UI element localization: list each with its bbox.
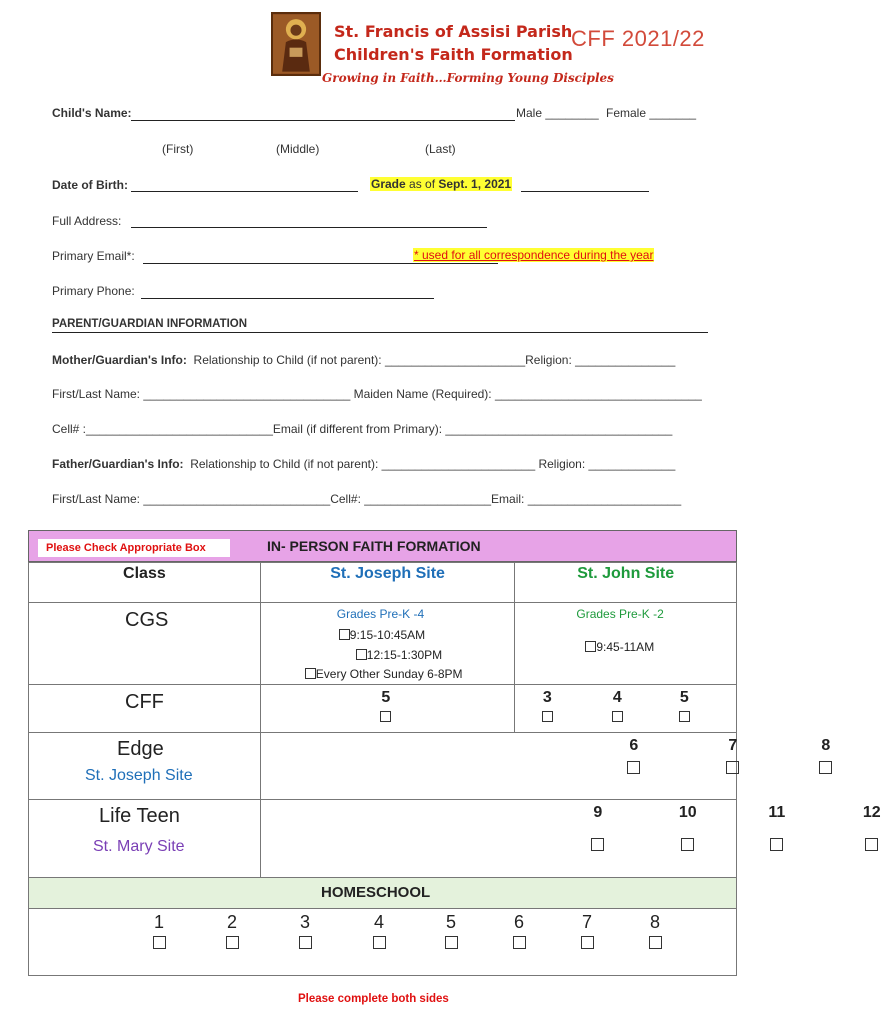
homeschool-grades-cell bbox=[28, 908, 737, 976]
grade-number: 5 bbox=[445, 912, 456, 932]
grade-option bbox=[622, 737, 646, 779]
grade-field[interactable] bbox=[521, 191, 649, 192]
address-label: Full Address: bbox=[52, 214, 122, 228]
lifeteen-label-cell bbox=[29, 800, 261, 878]
dob-field[interactable] bbox=[131, 191, 358, 192]
mother-relationship-field[interactable]: Relationship to Child (if not parent): _____________________Religion: _______________ bbox=[193, 353, 676, 367]
john-col-header: St. John Site bbox=[515, 563, 737, 603]
checkbox[interactable] bbox=[865, 838, 878, 851]
grade-option bbox=[721, 737, 745, 779]
time-label: Every Other Sunday 6-8PM bbox=[315, 667, 463, 681]
checkbox[interactable] bbox=[649, 936, 662, 949]
class-col-header: Class bbox=[29, 563, 261, 603]
cgs-john-grades: Grades Pre-K -2 bbox=[576, 607, 664, 621]
homeschool-title: HOMESCHOOL bbox=[321, 884, 431, 901]
check-note: Please Check Appropriate Box bbox=[38, 539, 230, 557]
checkbox[interactable] bbox=[356, 649, 367, 660]
edge-grades-cell bbox=[260, 733, 831, 800]
checkbox[interactable] bbox=[726, 761, 739, 774]
grade-option bbox=[575, 912, 599, 954]
mother-name-field[interactable]: First/Last Name: _______________________________ Maiden Name (Required): _______________________________ bbox=[52, 387, 702, 401]
checkbox[interactable] bbox=[681, 838, 694, 851]
tagline: Growing in Faith…Forming Young Disciples bbox=[322, 71, 614, 85]
cgs-joseph-time-2 bbox=[356, 648, 442, 662]
checkbox[interactable] bbox=[819, 761, 832, 774]
grade-number: 4 bbox=[612, 689, 622, 706]
time-label: 9:15-10:45AM bbox=[349, 628, 426, 642]
grade-number: 3 bbox=[299, 912, 310, 932]
parish-logo bbox=[271, 12, 321, 76]
cgs-label: CGS bbox=[29, 603, 261, 685]
grade-number: 9 bbox=[593, 804, 603, 821]
grade-option bbox=[857, 804, 887, 856]
grade-label bbox=[370, 177, 512, 191]
edge-site: St. Joseph Site bbox=[85, 767, 193, 784]
footer-note: Please complete both sides bbox=[298, 993, 449, 1005]
joseph-col-header: St. Joseph Site bbox=[260, 563, 515, 603]
grade-option bbox=[147, 912, 171, 954]
mother-cell-field[interactable]: Cell# :____________________________Email (if different from Primary): __________________________________ bbox=[52, 422, 673, 436]
mother-label: Mother/Guardian's Info: bbox=[52, 353, 187, 367]
program-year-title: CFF 2021/22 bbox=[571, 26, 705, 51]
edge-label: Edge bbox=[117, 738, 164, 760]
cgs-joseph-time-3 bbox=[305, 667, 463, 681]
grade-number: 1 bbox=[153, 912, 164, 932]
cff-joseph-cell bbox=[260, 685, 515, 733]
checkbox[interactable] bbox=[380, 711, 391, 722]
lifeteen-label: Life Teen bbox=[99, 805, 180, 827]
checkbox[interactable] bbox=[591, 838, 604, 851]
grade-option bbox=[220, 912, 244, 954]
grade-option bbox=[673, 804, 703, 856]
parish-line-2: Children's Faith Formation bbox=[334, 45, 573, 64]
child-name-field[interactable] bbox=[131, 120, 515, 121]
grade-number: 6 bbox=[513, 912, 524, 932]
grade-option bbox=[439, 912, 463, 954]
cff-label: CFF bbox=[29, 685, 261, 733]
grade-option bbox=[586, 804, 610, 856]
grade-number: 4 bbox=[373, 912, 384, 932]
female-field[interactable]: Female _______ bbox=[606, 106, 697, 120]
checkbox[interactable] bbox=[339, 629, 350, 640]
table-title: IN- PERSON FAITH FORMATION bbox=[267, 538, 481, 554]
email-label: Primary Email*: bbox=[52, 249, 135, 263]
cgs-john-cell bbox=[515, 603, 737, 685]
parish-line-1: St. Francis of Assisi Parish bbox=[334, 22, 573, 41]
grade-option bbox=[762, 804, 792, 856]
checkbox[interactable] bbox=[585, 641, 596, 652]
grade-option bbox=[672, 689, 696, 726]
checkbox[interactable] bbox=[305, 668, 316, 679]
cff-john-cell bbox=[515, 685, 737, 733]
parent-section-title: PARENT/GUARDIAN INFORMATION bbox=[52, 318, 248, 330]
time-label: 9:45-11AM bbox=[596, 640, 655, 654]
grade-option bbox=[507, 912, 531, 954]
male-field[interactable]: Male ________ bbox=[516, 106, 599, 120]
grade-option bbox=[367, 912, 391, 954]
checkbox[interactable] bbox=[299, 936, 312, 949]
grade-number: 3 bbox=[542, 689, 552, 706]
child-name-label: Child's Name: bbox=[52, 106, 132, 120]
middle-caption: (Middle) bbox=[276, 142, 320, 156]
cgs-joseph-cell bbox=[260, 603, 515, 685]
edge-label-cell bbox=[29, 733, 261, 800]
checkbox[interactable] bbox=[513, 936, 526, 949]
grade-option bbox=[374, 689, 398, 726]
checkbox[interactable] bbox=[153, 936, 166, 949]
first-caption: (First) bbox=[162, 142, 194, 156]
grade-number: 11 bbox=[768, 804, 786, 821]
grade-word: Grade bbox=[371, 177, 406, 191]
cgs-joseph-grades: Grades Pre-K -4 bbox=[336, 607, 425, 621]
lifeteen-site: St. Mary Site bbox=[93, 838, 185, 855]
checkbox[interactable] bbox=[581, 936, 594, 949]
checkbox[interactable] bbox=[542, 711, 553, 722]
checkbox[interactable] bbox=[445, 936, 458, 949]
grade-as-of: as of bbox=[405, 177, 439, 191]
phone-field[interactable] bbox=[141, 298, 434, 299]
phone-label: Primary Phone: bbox=[52, 284, 135, 298]
grade-option bbox=[605, 689, 629, 726]
grade-number: 8 bbox=[649, 912, 660, 932]
checkbox[interactable] bbox=[770, 838, 783, 851]
parent-section-rule bbox=[52, 332, 708, 333]
grade-number: 12 bbox=[862, 804, 881, 821]
cgs-joseph-time-1 bbox=[339, 628, 425, 642]
checkbox[interactable] bbox=[612, 711, 623, 722]
grade-number: 7 bbox=[728, 737, 738, 754]
email-note: * used for all correspondence during the year bbox=[414, 248, 654, 262]
grade-number: 5 bbox=[381, 689, 391, 706]
dob-label: Date of Birth: bbox=[52, 178, 128, 192]
checkbox[interactable] bbox=[679, 711, 690, 722]
grade-number: 8 bbox=[821, 737, 831, 754]
grade-number: 6 bbox=[629, 737, 639, 754]
grade-option bbox=[535, 689, 559, 726]
checkbox[interactable] bbox=[226, 936, 239, 949]
grade-number: 2 bbox=[226, 912, 237, 932]
email-field[interactable] bbox=[143, 263, 498, 264]
last-caption: (Last) bbox=[425, 142, 456, 156]
checkbox[interactable] bbox=[373, 936, 386, 949]
father-relationship-field[interactable]: Relationship to Child (if not parent): _______________________ Religion: _____________ bbox=[190, 457, 676, 471]
checkbox[interactable] bbox=[627, 761, 640, 774]
mother-info-row bbox=[52, 353, 675, 367]
father-name-field[interactable]: First/Last Name: ____________________________Cell#: ___________________Email: _______________________ bbox=[52, 492, 682, 506]
grade-number: 7 bbox=[581, 912, 592, 932]
grade-option bbox=[814, 737, 838, 779]
grade-number: 5 bbox=[679, 689, 689, 706]
parish-name bbox=[334, 20, 573, 66]
class-table bbox=[28, 562, 881, 878]
father-label: Father/Guardian's Info: bbox=[52, 457, 184, 471]
cgs-john-time bbox=[585, 640, 654, 654]
time-label: 12:15-1:30PM bbox=[366, 648, 443, 662]
lifeteen-grades-cell bbox=[260, 800, 881, 878]
grade-option bbox=[293, 912, 317, 954]
grade-number: 10 bbox=[678, 804, 697, 821]
grade-option bbox=[643, 912, 667, 954]
father-info-row bbox=[52, 457, 675, 471]
address-field[interactable] bbox=[131, 227, 487, 228]
grade-date: Sept. 1, 2021 bbox=[438, 177, 512, 191]
